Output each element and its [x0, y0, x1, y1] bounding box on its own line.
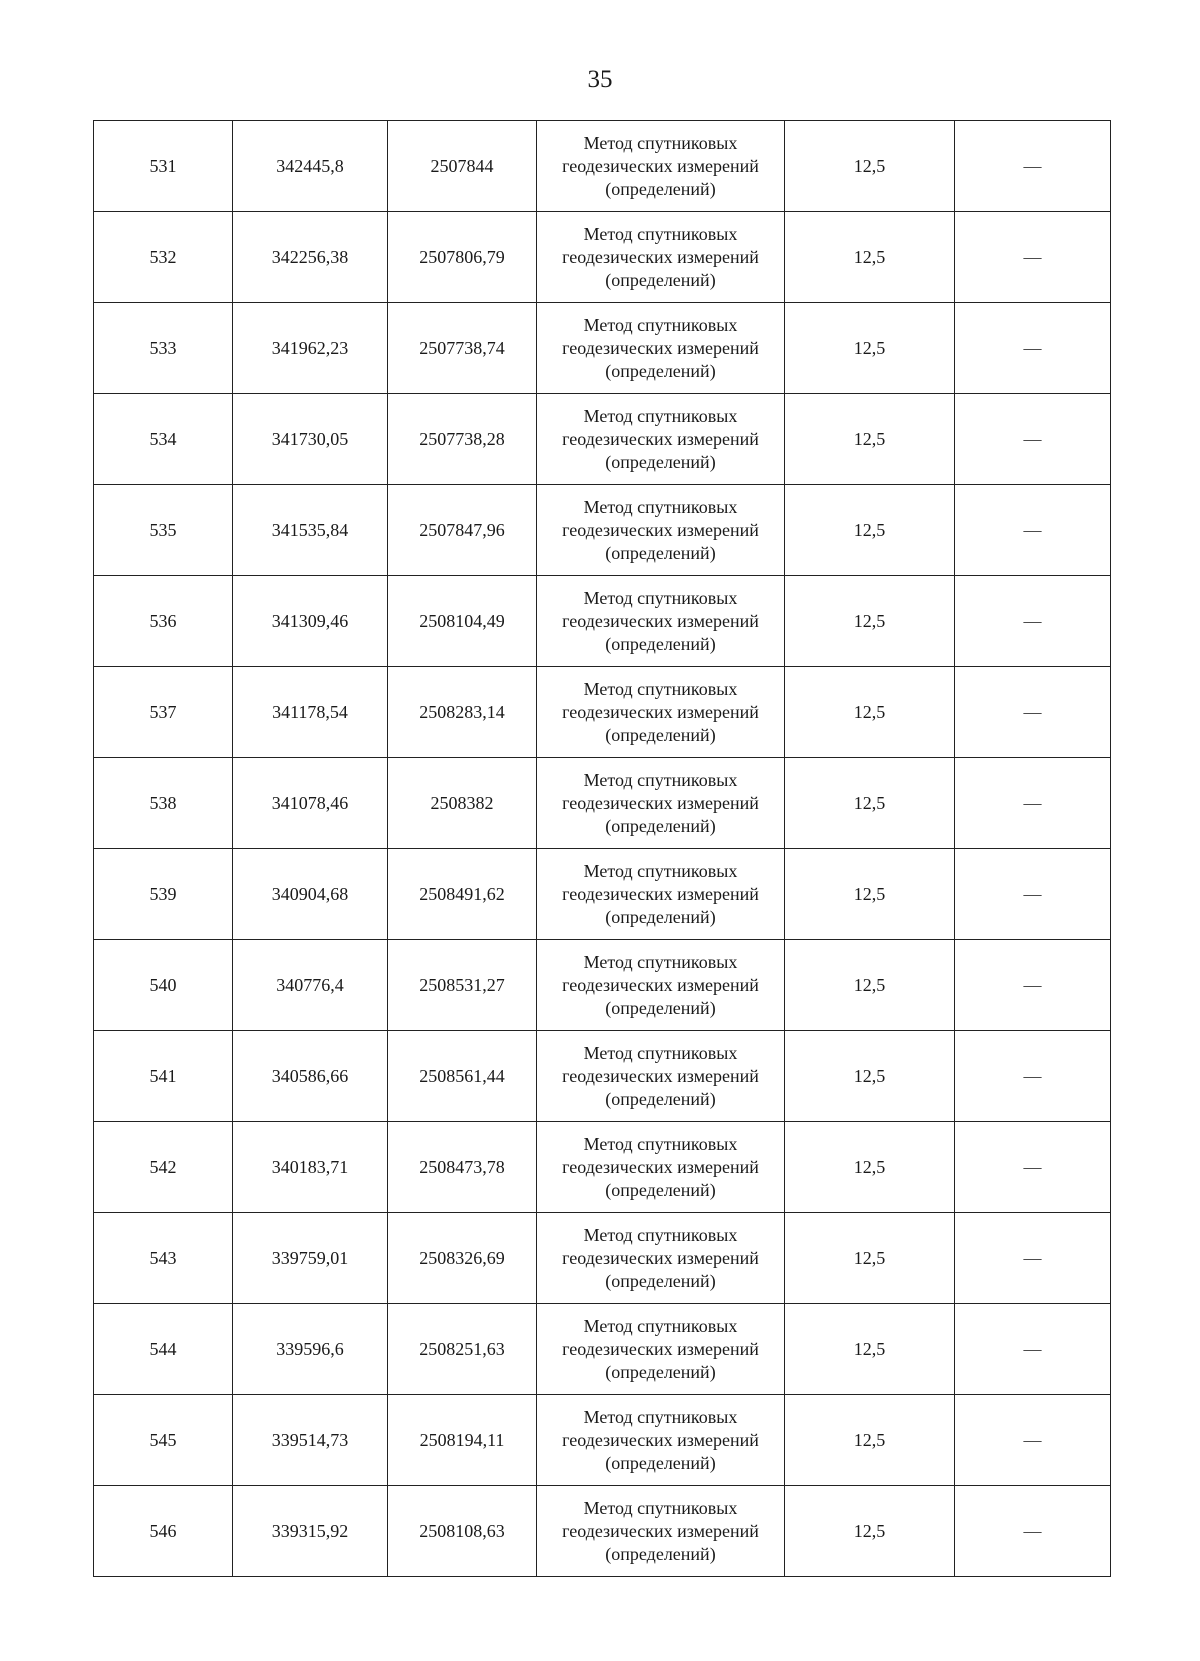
point-number-cell: 538	[94, 758, 233, 849]
table-row	[94, 1122, 1111, 1213]
y-coordinate-cell: 2508194,11	[388, 1395, 537, 1486]
method-cell: Метод спутниковых геодезических измерений (определений)	[537, 576, 785, 667]
point-number-cell: 537	[94, 667, 233, 758]
point-number-cell: 531	[94, 121, 233, 212]
table-row	[94, 940, 1111, 1031]
accuracy-cell: 12,5	[785, 667, 955, 758]
x-coordinate-cell: 342256,38	[233, 212, 388, 303]
table-row	[94, 667, 1111, 758]
note-cell: —	[955, 940, 1111, 1031]
x-coordinate-cell: 341309,46	[233, 576, 388, 667]
x-coordinate-cell: 340904,68	[233, 849, 388, 940]
note-cell: —	[955, 485, 1111, 576]
point-number-cell: 540	[94, 940, 233, 1031]
method-cell: Метод спутниковых геодезических измерений (определений)	[537, 1031, 785, 1122]
method-cell: Метод спутниковых геодезических измерений (определений)	[537, 1486, 785, 1577]
point-number-cell: 542	[94, 1122, 233, 1213]
accuracy-cell: 12,5	[785, 1031, 955, 1122]
y-coordinate-cell: 2508283,14	[388, 667, 537, 758]
note-cell: —	[955, 1304, 1111, 1395]
table-row	[94, 1395, 1111, 1486]
x-coordinate-cell: 341535,84	[233, 485, 388, 576]
note-cell: —	[955, 1486, 1111, 1577]
y-coordinate-cell: 2507738,28	[388, 394, 537, 485]
y-coordinate-cell: 2508108,63	[388, 1486, 537, 1577]
table-row	[94, 758, 1111, 849]
table-row	[94, 303, 1111, 394]
accuracy-cell: 12,5	[785, 303, 955, 394]
point-number-cell: 533	[94, 303, 233, 394]
x-coordinate-cell: 339315,92	[233, 1486, 388, 1577]
y-coordinate-cell: 2507806,79	[388, 212, 537, 303]
y-coordinate-cell: 2508491,62	[388, 849, 537, 940]
y-coordinate-cell: 2507847,96	[388, 485, 537, 576]
x-coordinate-cell: 342445,8	[233, 121, 388, 212]
table-row	[94, 849, 1111, 940]
y-coordinate-cell: 2508326,69	[388, 1213, 537, 1304]
accuracy-cell: 12,5	[785, 121, 955, 212]
x-coordinate-cell: 339759,01	[233, 1213, 388, 1304]
y-coordinate-cell: 2508104,49	[388, 576, 537, 667]
note-cell: —	[955, 394, 1111, 485]
accuracy-cell: 12,5	[785, 1122, 955, 1213]
accuracy-cell: 12,5	[785, 576, 955, 667]
table-row	[94, 1304, 1111, 1395]
x-coordinate-cell: 341730,05	[233, 394, 388, 485]
accuracy-cell: 12,5	[785, 1395, 955, 1486]
point-number-cell: 545	[94, 1395, 233, 1486]
note-cell: —	[955, 121, 1111, 212]
note-cell: —	[955, 576, 1111, 667]
note-cell: —	[955, 758, 1111, 849]
point-number-cell: 543	[94, 1213, 233, 1304]
y-coordinate-cell: 2508382	[388, 758, 537, 849]
table-row	[94, 212, 1111, 303]
x-coordinate-cell: 339596,6	[233, 1304, 388, 1395]
y-coordinate-cell: 2508531,27	[388, 940, 537, 1031]
point-number-cell: 536	[94, 576, 233, 667]
note-cell: —	[955, 1213, 1111, 1304]
point-number-cell: 539	[94, 849, 233, 940]
point-number-cell: 532	[94, 212, 233, 303]
point-number-cell: 546	[94, 1486, 233, 1577]
method-cell: Метод спутниковых геодезических измерений (определений)	[537, 667, 785, 758]
x-coordinate-cell: 340776,4	[233, 940, 388, 1031]
table-row	[94, 121, 1111, 212]
point-number-cell: 544	[94, 1304, 233, 1395]
accuracy-cell: 12,5	[785, 212, 955, 303]
point-number-cell: 534	[94, 394, 233, 485]
y-coordinate-cell: 2508251,63	[388, 1304, 537, 1395]
accuracy-cell: 12,5	[785, 758, 955, 849]
coordinates-table	[93, 120, 1111, 1577]
point-number-cell: 541	[94, 1031, 233, 1122]
method-cell: Метод спутниковых геодезических измерений (определений)	[537, 485, 785, 576]
accuracy-cell: 12,5	[785, 940, 955, 1031]
note-cell: —	[955, 303, 1111, 394]
accuracy-cell: 12,5	[785, 1213, 955, 1304]
accuracy-cell: 12,5	[785, 394, 955, 485]
x-coordinate-cell: 341078,46	[233, 758, 388, 849]
x-coordinate-cell: 341178,54	[233, 667, 388, 758]
method-cell: Метод спутниковых геодезических измерений (определений)	[537, 212, 785, 303]
x-coordinate-cell: 340183,71	[233, 1122, 388, 1213]
note-cell: —	[955, 212, 1111, 303]
table-row	[94, 1213, 1111, 1304]
note-cell: —	[955, 1122, 1111, 1213]
method-cell: Метод спутниковых геодезических измерений (определений)	[537, 1304, 785, 1395]
method-cell: Метод спутниковых геодезических измерений (определений)	[537, 758, 785, 849]
y-coordinate-cell: 2508561,44	[388, 1031, 537, 1122]
point-number-cell: 535	[94, 485, 233, 576]
note-cell: —	[955, 849, 1111, 940]
x-coordinate-cell: 339514,73	[233, 1395, 388, 1486]
method-cell: Метод спутниковых геодезических измерений (определений)	[537, 849, 785, 940]
table-row	[94, 394, 1111, 485]
method-cell: Метод спутниковых геодезических измерений (определений)	[537, 1395, 785, 1486]
x-coordinate-cell: 340586,66	[233, 1031, 388, 1122]
accuracy-cell: 12,5	[785, 1304, 955, 1395]
coordinates-table-body	[94, 121, 1111, 1577]
method-cell: Метод спутниковых геодезических измерений (определений)	[537, 1213, 785, 1304]
table-row	[94, 1486, 1111, 1577]
y-coordinate-cell: 2507738,74	[388, 303, 537, 394]
method-cell: Метод спутниковых геодезических измерений (определений)	[537, 1122, 785, 1213]
accuracy-cell: 12,5	[785, 1486, 955, 1577]
method-cell: Метод спутниковых геодезических измерений (определений)	[537, 121, 785, 212]
table-row	[94, 1031, 1111, 1122]
page-number: 35	[587, 66, 613, 93]
note-cell: —	[955, 1031, 1111, 1122]
y-coordinate-cell: 2508473,78	[388, 1122, 537, 1213]
x-coordinate-cell: 341962,23	[233, 303, 388, 394]
note-cell: —	[955, 667, 1111, 758]
table-row	[94, 485, 1111, 576]
accuracy-cell: 12,5	[785, 485, 955, 576]
table-row	[94, 576, 1111, 667]
y-coordinate-cell: 2507844	[388, 121, 537, 212]
method-cell: Метод спутниковых геодезических измерений (определений)	[537, 940, 785, 1031]
method-cell: Метод спутниковых геодезических измерений (определений)	[537, 394, 785, 485]
accuracy-cell: 12,5	[785, 849, 955, 940]
method-cell: Метод спутниковых геодезических измерений (определений)	[537, 303, 785, 394]
note-cell: —	[955, 1395, 1111, 1486]
